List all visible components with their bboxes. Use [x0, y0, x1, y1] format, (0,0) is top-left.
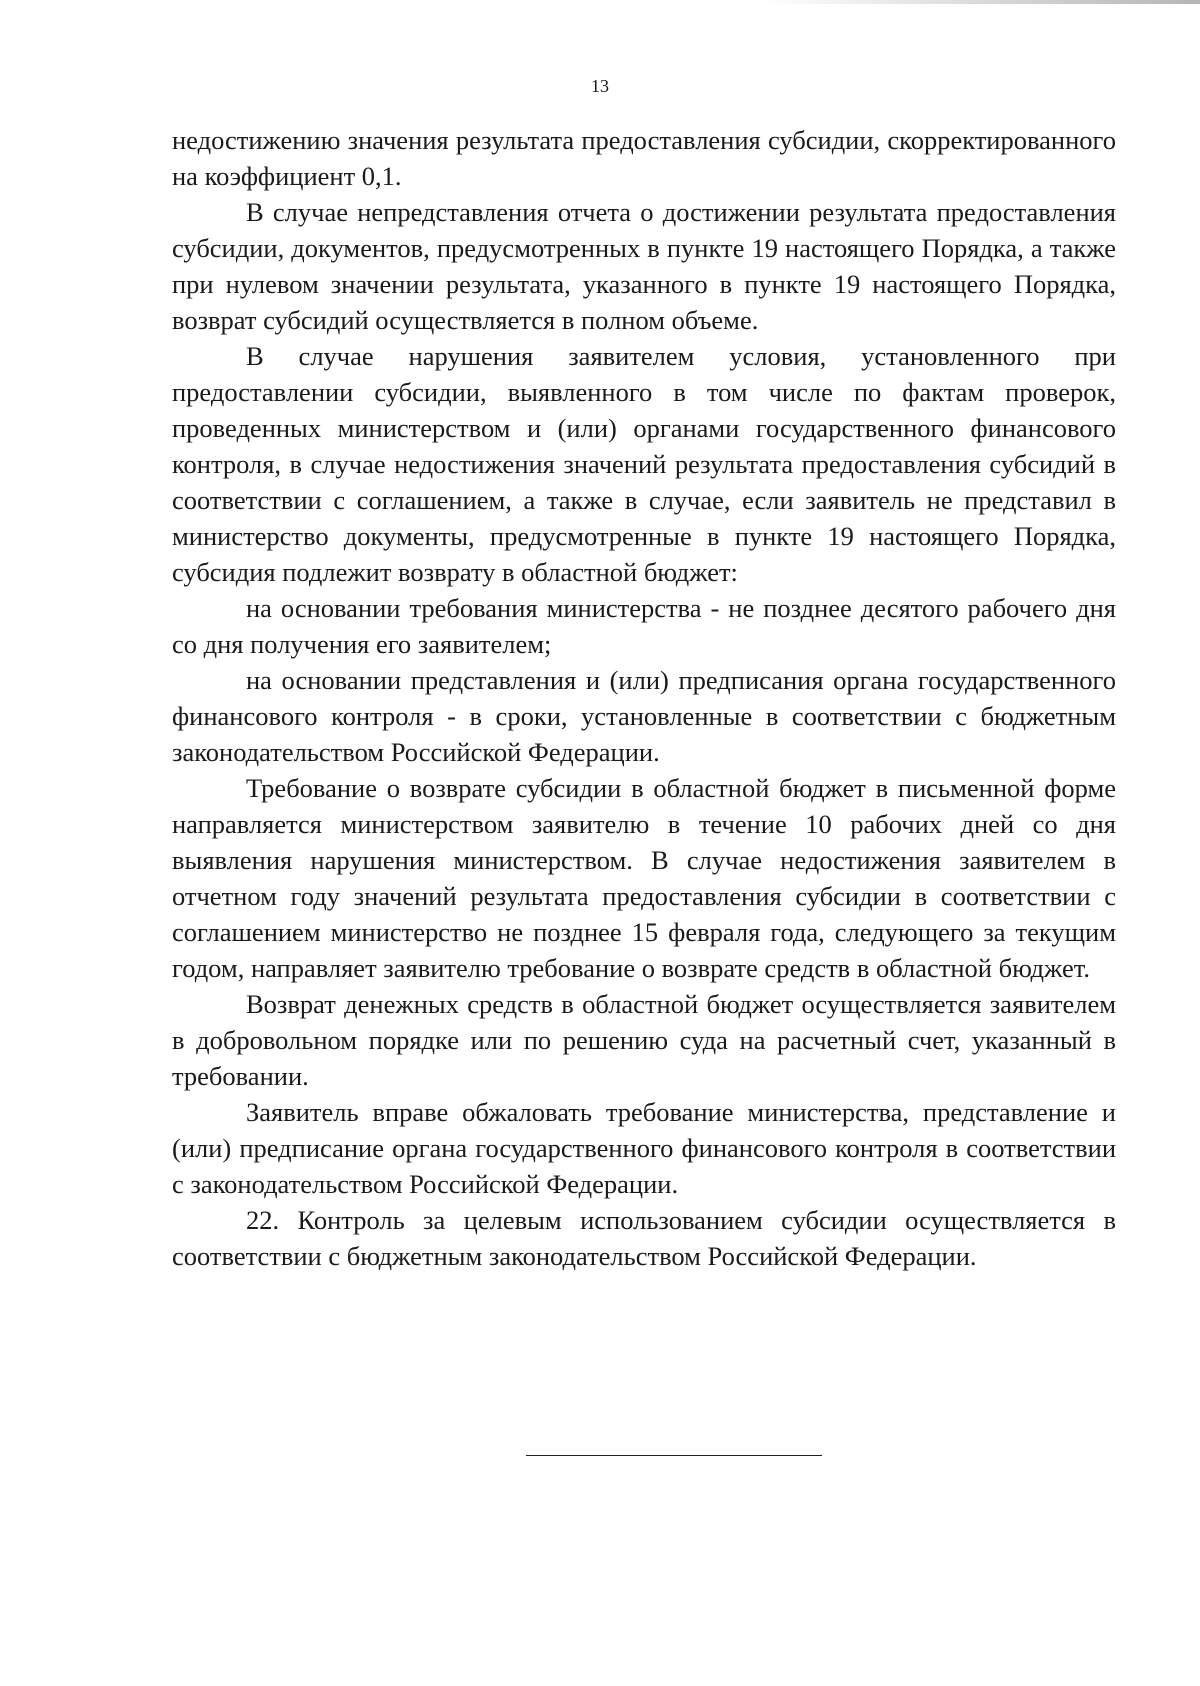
paragraph-return-of-funds: Возврат денежных средств в областной бюджет осуществляется заявителем в добровольном порядке или по решению суда на расчетный счет, указанный в требовании.: [172, 989, 1116, 1091]
paragraph-control-body: на основании представления и (или) предписания органа государственного финансового контроля - в сроки, установленные в соответствии с бюджетным законодательством Российской Федерации.: [172, 665, 1116, 767]
paragraph-full-refund: В случае непредставления отчета о достижении результата предоставления субсидии, документов, предусмотренных в пункте 19 настоящего Порядка, а также при нулевом значении результата, указанного в пункте 19 настоящего Порядка, возврат субсидий осуществляется в полном объеме.: [172, 197, 1116, 335]
document-body: [172, 122, 1116, 1274]
paragraph-violation-refund: В случае нарушения заявителем условия, установленного при предоставлении субсидии, выявленного в том числе по фактам проверок, проведенных министерством и (или) органами государственного финансового контроля, в случае недостижения значений результата предоставления субсидий в соответствии с соглашением, а также в случае, если заявитель не представил в министерство документы, предусмотренные в пункте 19 настоящего Порядка, субсидия подлежит возврату в областной бюджет:: [172, 341, 1116, 587]
page-number: 13: [591, 76, 609, 96]
scan-edge-shadow: [760, 0, 1200, 4]
paragraph-ministry-demand: на основании требования министерства - не позднее десятого рабочего дня со дня получения его заявителем;: [172, 593, 1116, 659]
paragraph-22-control: 22. Контроль за целевым использованием субсидии осуществляется в соответствии с бюджетным законодательством Российской Федерации.: [172, 1205, 1116, 1271]
paragraph-continuation: недостижению значения результата предоставления субсидии, скорректированного на коэффициент 0,1.: [172, 125, 1116, 191]
paragraph-demand-procedure: Требование о возврате субсидии в областной бюджет в письменной форме направляется министерством заявителю в течение 10 рабочих дней со дня выявления нарушения министерством. В случае недостижения заявителем в отчетном году значений результата предоставления субсидии в соответствии с соглашением министерство не позднее 15 февраля года, следующего за текущим годом, направляет заявителю требование о возврате средств в областной бюджет.: [172, 773, 1116, 983]
paragraph-appeal-right: Заявитель вправе обжаловать требование министерства, представление и (или) предписание органа государственного финансового контроля в соответствии с законодательством Российской Федерации.: [172, 1097, 1116, 1199]
end-separator-line: [526, 1455, 822, 1456]
